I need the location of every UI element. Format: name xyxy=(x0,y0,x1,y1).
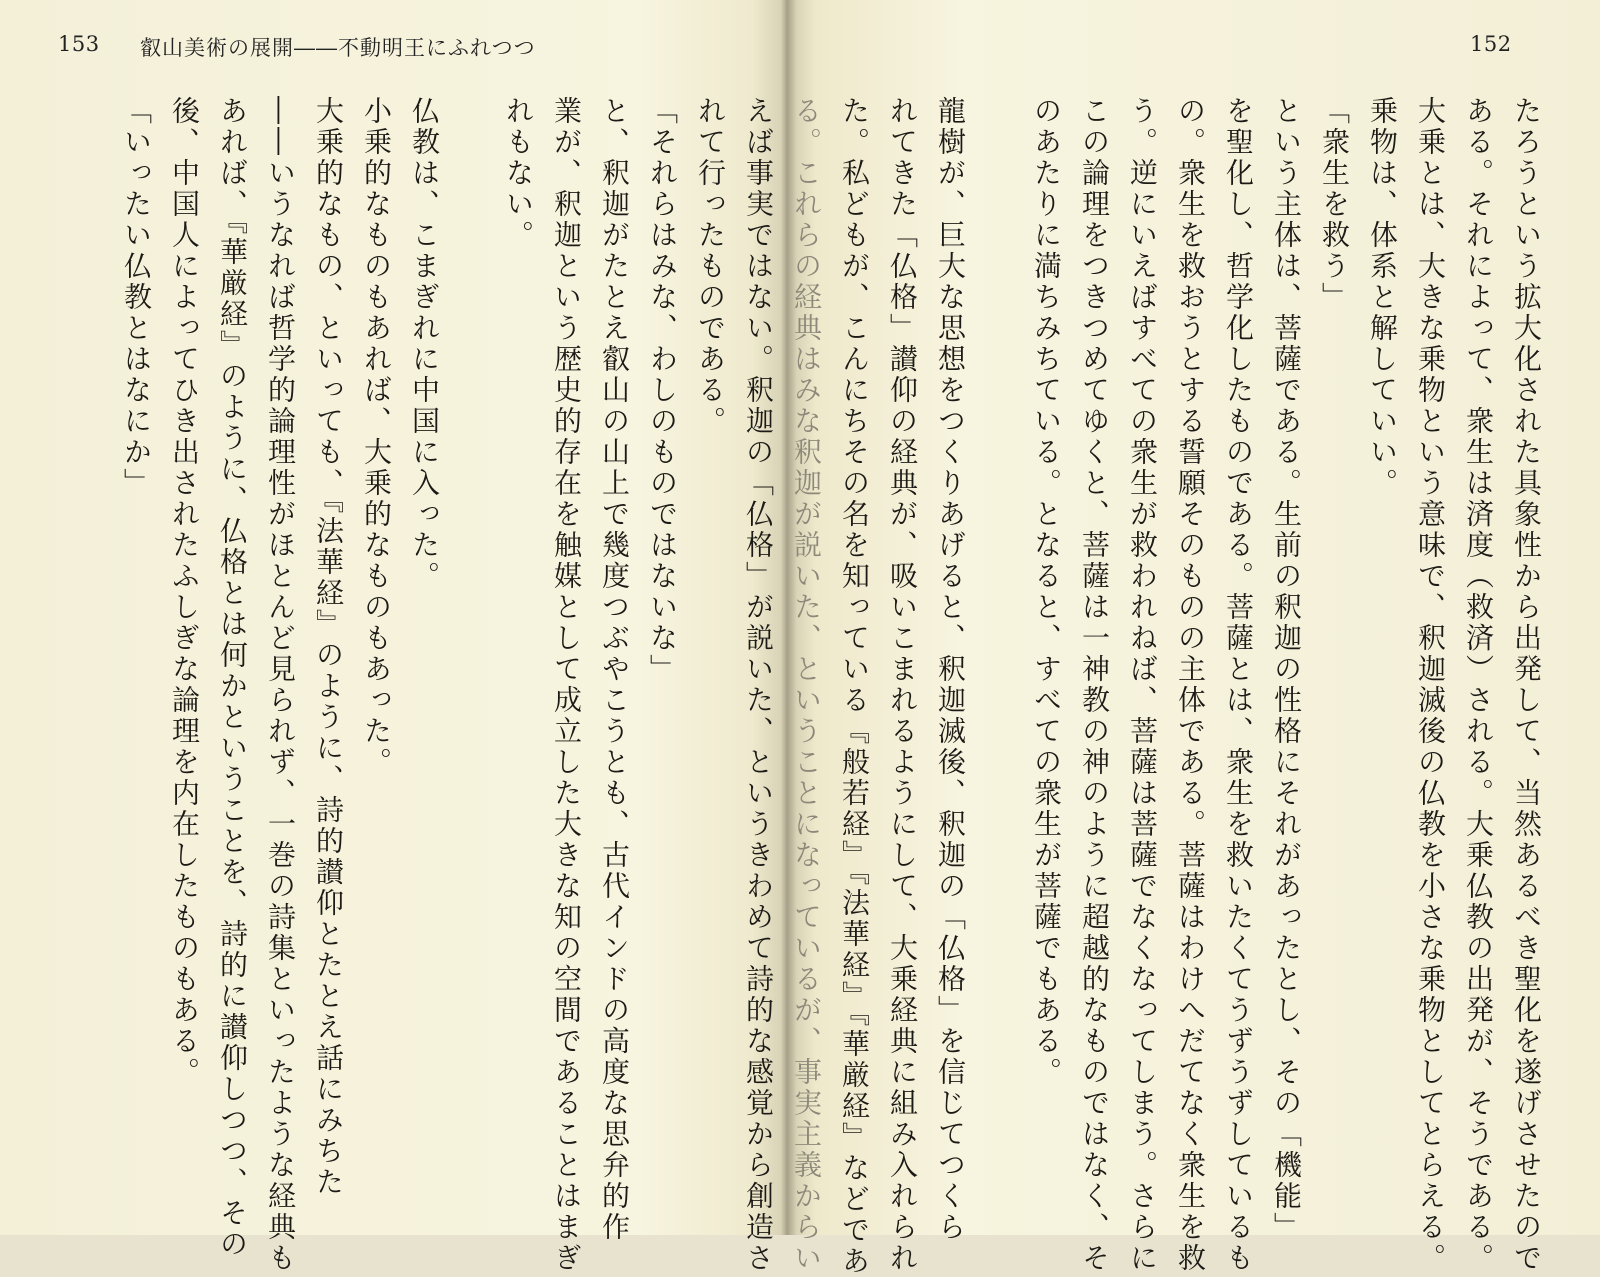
text-line: 後、中国人によってひき出されたふしぎな論理を内在したものもある。 xyxy=(168,96,201,1088)
text-line: れてきた「仏格」讃仰の経典が、吸いこまれるようにして、大乗経典に組み入れられ xyxy=(886,96,919,1274)
text-line: と、釈迦がたとえ叡山の山上で幾度つぶやこうとも、古代インドの高度な思弁的作 xyxy=(598,96,631,1243)
text-line: 業が、釈迦という歴史的存在を触媒として成立した大きな知の空間であることはまぎ xyxy=(550,96,583,1274)
text-line: えば事実ではない。釈迦の「仏格」が説いた、というきわめて詩的な感覚から創造さ xyxy=(742,96,775,1274)
running-head: 叡山美術の展開――不動明王にふれつつ xyxy=(140,36,536,60)
text-line: たろうという拡大化された具象性から出発して、当然あるべき聖化を遂げさせたので xyxy=(1510,96,1543,1274)
right-page xyxy=(502,0,1600,1277)
text-line: ある。それによって、衆生は済度（救済）される。大乗仏教の出発が、そうである。 xyxy=(1462,96,1495,1274)
text-line: 龍樹が、巨大な思想をつくりあげると、釈迦滅後、釈迦の「仏格」を信じてつくら xyxy=(934,96,967,1243)
text-line: という主体は、菩薩である。生前の釈迦の性格にそれがあったとし、その「機能」 xyxy=(1270,96,1303,1243)
text-line: た。私どもが、こんにちその名を知っている『般若経』『法華経』『華厳経』などであ xyxy=(838,96,871,1277)
text-line: この論理をつきつめてゆくと、菩薩は一神教の神のように超越的なものではなく、そ xyxy=(1078,96,1111,1274)
text-line: れて行ったものである。 xyxy=(694,96,727,437)
page-number-left: 153 xyxy=(58,32,100,56)
text-line: あれば、『華厳経』のように、仏格とは何かということを、詩的に讃仰しつつ、その xyxy=(216,96,249,1260)
text-line: 乗物は、体系と解していい。 xyxy=(1366,96,1399,499)
text-line: る。これらの経典はみな釈迦が説いた、ということになっているが、事実主義からい xyxy=(790,96,823,1274)
text-line: う。逆にいえばすべての衆生が救われねば、菩薩は菩薩でなくなってしまう。さらに xyxy=(1126,96,1159,1274)
page-number-right: 152 xyxy=(1470,32,1512,56)
text-line: 仏教は、こまぎれに中国に入った。 xyxy=(408,96,441,592)
text-line: 小乗的なものもあれば、大乗的なものもあった。 xyxy=(360,96,393,778)
text-line: の。衆生を救おうとする誓願そのものの主体である。菩薩はわけへだてなく衆生を救 xyxy=(1174,96,1207,1274)
text-line: 「それらはみな、わしのものではないな」 xyxy=(646,96,679,685)
text-line: を聖化し、哲学化したものである。菩薩とは、衆生を救いたくてうずうずしているも xyxy=(1222,96,1255,1274)
text-line: れもない。 xyxy=(502,96,535,251)
text-line: 大乗的なもの、といっても、『法華経』のように、詩的讃仰とたとえ話にみちた xyxy=(312,96,345,1198)
text-line: 「衆生を救う」 xyxy=(1318,96,1351,313)
left-page-body xyxy=(120,96,448,1274)
text-line: 「いったい仏教とはなにか」 xyxy=(120,96,153,499)
text-line: のあたりに満ちみちている。となると、すべての衆生が菩薩でもある。 xyxy=(1030,96,1063,1088)
right-page-body xyxy=(502,96,1550,1277)
text-line: 大乗とは、大きな乗物という意味で、釈迦滅後の仏教を小さな乗物としてとらえる。 xyxy=(1414,96,1447,1274)
text-line: ――いうなれば哲学的論理性がほとんど見られず、一巻の詩集といったような経典も xyxy=(264,96,297,1274)
